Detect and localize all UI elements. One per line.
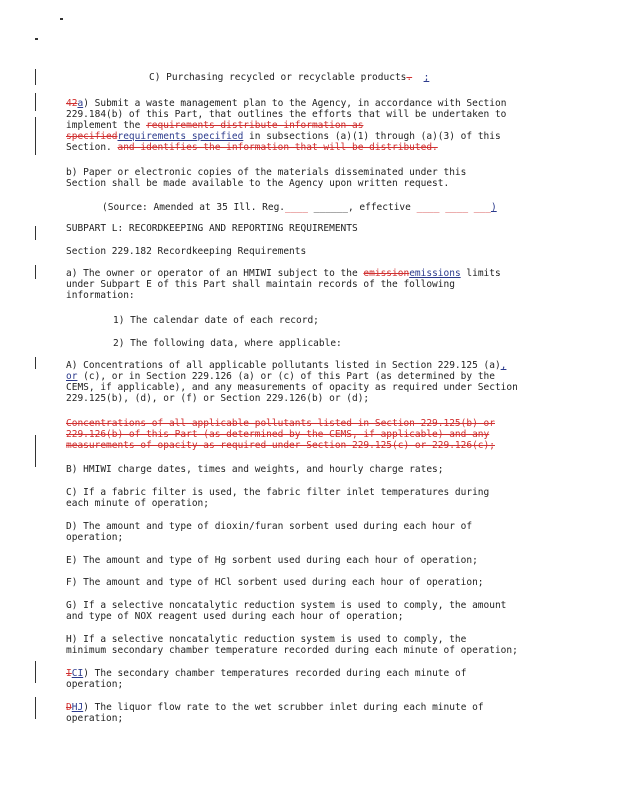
para-text: H) If a selective noncatalytic reduction system is used to comply, the [66,634,467,645]
para-text: each minute of operation; [66,498,209,509]
inserted-text: a [77,98,84,109]
inserted-text: ; [423,72,430,83]
deleted-text: emission [363,268,410,279]
para-a1-line3 [66,120,363,131]
item-c [149,72,429,83]
para-a1-line5 [66,142,438,153]
change-bar [35,69,36,85]
para-a2-line3 [66,290,135,301]
deleted-text [412,72,423,83]
para-text: C) If a fabric filter is used, the fabric filter inlet temperatures during [66,487,490,498]
change-bar [35,265,36,279]
deleted-text: I [66,668,72,679]
item-G-line2 [66,611,403,622]
source-line [102,202,497,213]
item-A-line4 [66,393,369,404]
item-F [66,577,484,588]
item-A-line2 [66,371,495,382]
deleted-text: and identifies the information that will be distributed. [117,142,438,153]
para-text: A) Concentrations of all applicable pollutants listed in Section 229.125 (a) [66,360,501,371]
para-text: F) The amount and type of HCl sorbent used during each hour of operation; [66,577,484,588]
deleted-block-line2 [66,429,489,440]
deleted-text: Concentrations of all applicable pollutants listed in Section 229.125(b) or [66,418,495,429]
section-text: Section 229.182 Recordkeeping Requirements [66,246,307,257]
item-C2-line2 [66,498,209,509]
para-text: B) HMIWI charge dates, times and weights, and hourly charge rates; [66,464,444,475]
para-b1-line1 [66,167,466,178]
para-text: Section. [66,142,118,153]
change-bar [35,697,36,719]
item-text: 2) The following data, where applicable: [113,338,342,349]
inserted-text: J [77,702,84,713]
para-a1-line1 [66,98,506,109]
change-bar [35,226,36,240]
para-b1-line2 [66,178,449,189]
change-bar [35,357,36,369]
para-text: E) The amount and type of Hg sorbent used during each hour of operation; [66,555,478,566]
deleted-text: measurements of opacity as required under Section 229.125(c) or 229.126(c); [66,440,495,451]
para-a1-line4 [66,131,501,142]
scan-speck [60,18,63,20]
item-E [66,555,478,566]
section-heading [66,246,306,257]
deleted-text: 229.126(b) of this Part (as determined by the CEMS, if applicable) and any [66,429,490,440]
para-text: information: [66,290,135,301]
subpart-text: SUBPART L: RECORDKEEPING AND REPORTING REQUIREMENTS [66,223,358,234]
inserted-text: emissions [409,268,461,279]
deleted-block-line3 [66,440,495,451]
inserted-text: I [77,668,84,679]
inserted-text: H [71,702,78,713]
para-text: operation; [66,532,124,543]
change-bar [35,117,36,155]
item-I-line2 [66,679,123,690]
para-a1-line2 [66,109,506,120]
deleted-text: . [406,72,413,83]
item-A-line3 [66,382,518,393]
para-text: 229.125(b), (d), or (f) or Section 229.126(b) or (d); [66,393,370,404]
item-G-line1 [66,600,506,611]
blank-field: ____ [285,202,308,213]
item-2 [113,338,342,349]
para-text: Section shall be made available to the Agency upon written request. [66,178,450,189]
para-a2-line2 [66,279,455,290]
change-bar [35,93,36,111]
para-text: G) If a selective noncatalytic reduction system is used to comply, the amount [66,600,507,611]
para-text: in subsections (a)(1) through (a)(3) of this [243,131,501,142]
item-c-text: C) Purchasing recycled or recyclable products [149,72,407,83]
item-J-line2 [66,713,123,724]
item-D-line1 [66,521,472,532]
item-I-line1 [66,668,466,679]
para-text: minimum secondary chamber temperature recorded during each minute of operation; [66,645,518,656]
inserted-text: , [500,360,507,371]
para-text: 229.184(b) of this Part, that outlines the efforts that will be undertaken to [66,109,507,120]
inserted-text: C [71,668,78,679]
para-text: CEMS, if applicable), and any measurements of opacity as required under Section [66,382,518,393]
item-C2-line1 [66,487,489,498]
inserted-text: ) [490,202,497,213]
item-A-line1 [66,360,506,371]
item-1 [113,315,319,326]
deleted-text: D [66,702,72,713]
source-text: ______, effective [307,202,411,213]
para-text: and type of NOX reagent used during each hour of operation; [66,611,404,622]
para-text: D) The amount and type of dioxin/furan sorbent used during each hour of [66,521,473,532]
deleted-text: specified [66,131,118,142]
para-text: a) The owner or operator of an HMIWI subject to the [66,268,364,279]
deleted-text: 42 [66,98,78,109]
item-B [66,464,444,475]
item-text: 1) The calendar date of each record; [113,315,319,326]
para-text: b) Paper or electronic copies of the materials disseminated under this [66,167,467,178]
blank-field: ____ ____ ___ [416,202,491,213]
subpart-heading [66,223,358,234]
change-bar [35,435,36,467]
para-text: limits [460,268,501,279]
item-J-line1 [66,702,484,713]
item-H-line1 [66,634,466,645]
deleted-block-line1 [66,418,495,429]
para-text: ) The secondary chamber temperatures recorded during each minute of [83,668,467,679]
item-D-line2 [66,532,123,543]
item-H-line2 [66,645,518,656]
scan-speck [35,38,38,40]
inserted-text: or [66,371,78,382]
para-text: operation; [66,713,124,724]
para-text: operation; [66,679,124,690]
para-text: ) Submit a waste management plan to the Agency, in accordance with Section [83,98,507,109]
para-a2-line1 [66,268,501,279]
para-text: under Subpart E of this Part shall maintain records of the following [66,279,455,290]
change-bar [35,661,36,683]
para-text: ) The liquor flow rate to the wet scrubber inlet during each minute of [83,702,484,713]
para-text: implement the [66,120,147,131]
deleted-text: requirements distribute information as [146,120,364,131]
inserted-text: requirements specified [117,131,244,142]
source-text: (Source: Amended at 35 Ill. Reg. [102,202,286,213]
para-text: (c), or in Section 229.126 (a) or (c) of this Part (as determined by the [77,371,495,382]
